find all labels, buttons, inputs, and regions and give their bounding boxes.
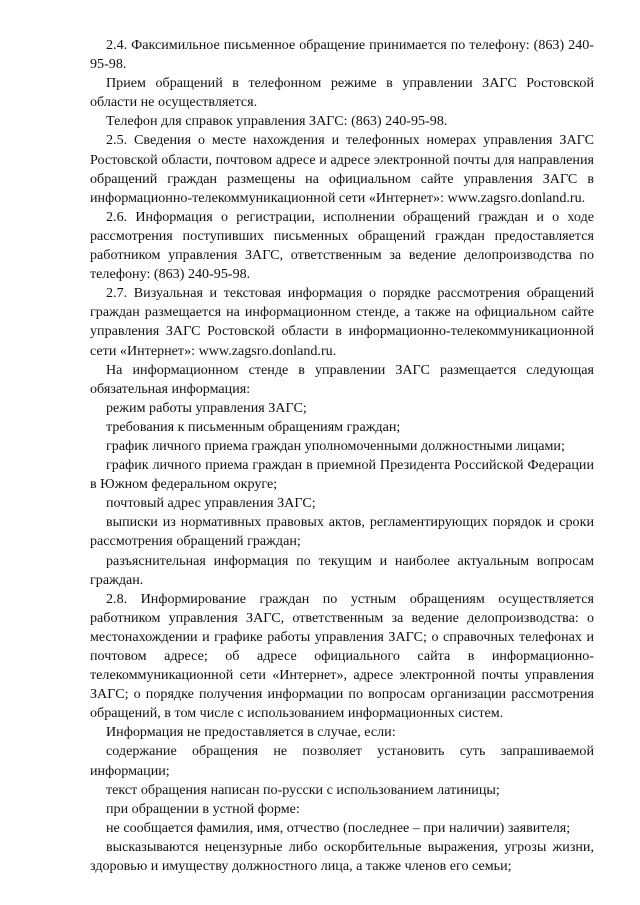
paragraph-phone-not-accepted: Прием обращений в телефонном режиме в управлении ЗАГС Ростовской области не осуществляется. [90,75,594,111]
paragraph-2-5-location-info: 2.5. Сведения о месте нахождения и телефонных номерах управления ЗАГС Ростовской области, почтовом адресе и адресе электронной почты для направления обращений граждан размещены на официальном сайте управления ЗАГС в информационно-телекоммуникационной сети «Интернет»: www.zagsro.donland.ru. [90,132,594,206]
list-item-content-unclear: содержание обращения не позволяет установить суть запрашиваемой информации; [90,743,594,779]
list-item-work-schedule: режим работы управления ЗАГС; [106,399,307,416]
list-item-oral-form: при обращении в устной форме: [106,800,300,817]
list-item-reception-schedule: график личного приема граждан уполномоченными должностными лицами; [106,437,565,454]
paragraph-2-6-registration-info: 2.6. Информация о регистрации, исполнении обращений граждан и о ходе рассмотрения поступивших письменных обращений граждан предоставляется работником управления ЗАГС, ответственным за ведение делопроизводства по телефону: (863) 240-95-98. [90,208,594,283]
list-item-legal-extracts: выписки из нормативных правовых актов, регламентирующих порядок и сроки рассмотрения обращений граждан; [90,514,594,550]
list-item-postal-address: почтовый адрес управления ЗАГС; [106,495,316,512]
paragraph-2-7-visual-info: 2.7. Визуальная и текстовая информация о порядке рассмотрения обращений граждан размещается на информационном стенде, а также на официальном сайте управления ЗАГС Ростовской области в информационно-телекоммуникационной сети «Интернет»: www.zagsro.donland.ru. [90,285,594,359]
list-item-president-reception: график личного приема граждан в приемной Президента Российской Федерации в Южном федеральном округе; [90,457,594,493]
paragraph-info-not-provided: Информация не предоставляется в случае, если: [106,724,396,741]
list-item-requirements: требования к письменным обращениям граждан; [106,418,401,435]
paragraph-2-4-fax: 2.4. Факсимильное письменное обращение принимается по телефону: (863) 240-95-98. [90,37,594,73]
list-item-explanatory-info: разъяснительная информация по текущим и наиболее актуальным вопросам граждан. [90,552,594,588]
paragraph-stand-info-intro: На информационном стенде в управлении ЗАГС размещается следующая обязательная информация: [90,361,594,397]
paragraph-reference-phone: Телефон для справок управления ЗАГС: (863) 240-95-98. [106,113,448,130]
list-item-obscene-language: высказываются нецензурные либо оскорбительные выражения, угрозы жизни, здоровью и имуществу должностного лица, а также членов его семьи; [90,838,594,875]
list-item-no-name: не сообщается фамилия, имя, отчество (последнее – при наличии) заявителя; [106,819,571,836]
paragraph-2-8-oral-informing: 2.8. Информирование граждан по устным обращениям осуществляется работником управления ЗАГС, ответственным за ведение делопроизводства: о местонахождении и графике работы управления ЗАГС; о справочных телефонах и почтовом адресе; об адресе официального сайта в информационно-телекоммуникационной сети «Интернет», адресе электронной почты управления ЗАГС; о порядке получения информации по вопросам организации рассмотрения обращений, в том числе с использованием информационных систем. [90,590,594,722]
list-item-latin-script: текст обращения написан по-русски с использованием латиницы; [106,781,500,798]
